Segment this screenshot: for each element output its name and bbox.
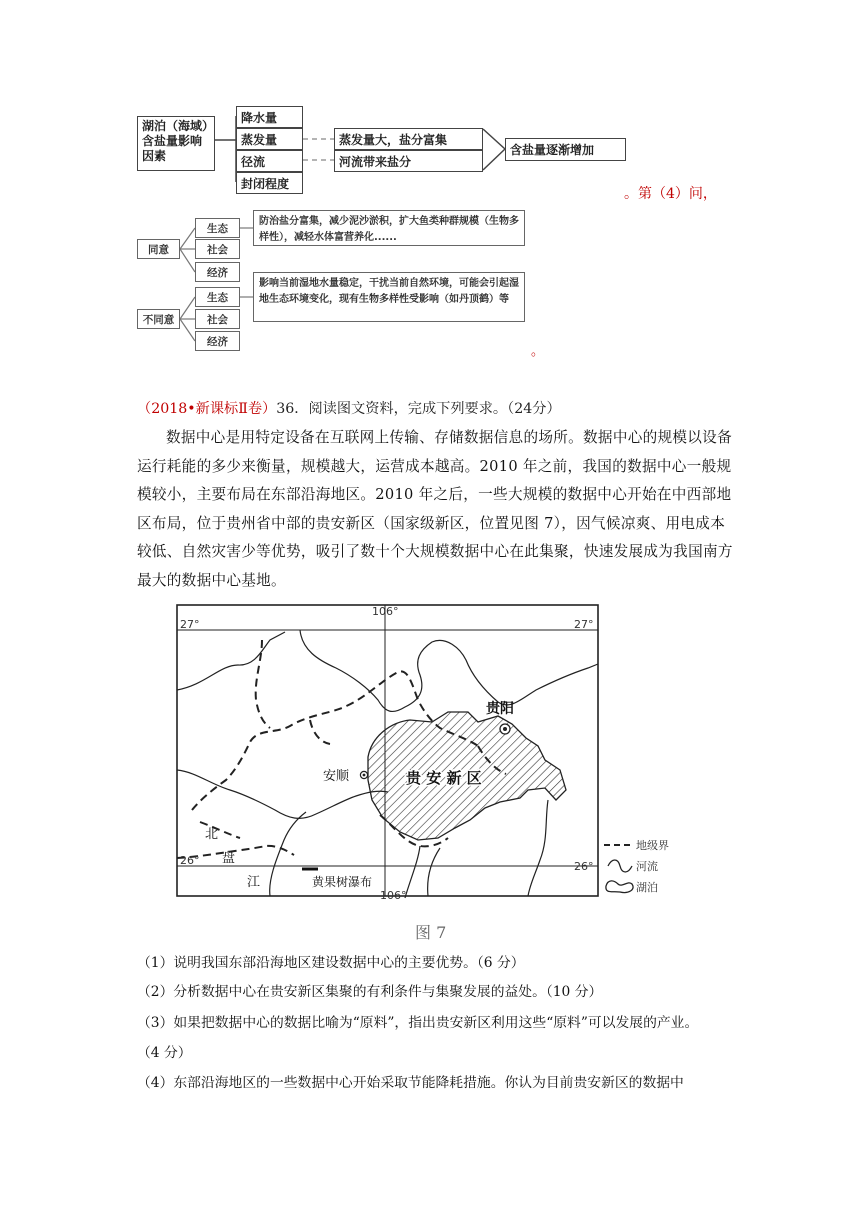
aspect-label: 社会 [207,243,228,256]
paragraph-line: 最大的数据中心基地。 [137,571,286,589]
river-label-char: 盘 [222,851,236,866]
legend-lake-label: 湖泊 [636,881,658,894]
effect-label: 蒸发量大，盐分富集 [339,132,448,147]
aspect-label: 经济 [207,266,228,279]
paragraph-line: 较低、自然灾害少等优势，吸引了数十个大规模数据中心在此集聚，快速发展成为我国南方 [137,543,733,560]
question-3 [137,1011,698,1031]
effect-label: 河流带来盐分 [339,154,412,169]
factor-label: 蒸发量 [241,132,278,147]
river [405,846,420,898]
waterfall-label: 黄果树瀑布 [312,875,373,889]
agree-note-text: 防治盐分富集，减少泥沙淤积，扩大鱼类种群规模（生物多样性），减轻水体富营养化...... [259,216,519,243]
aspect-label: 生态 [207,222,228,235]
agree-label: 同意 [148,243,169,256]
paragraph-line: 区布局，位于贵州省中部的贵安新区（国家级新区，位置见图 7），因气候凉爽、用电成本 [137,514,726,532]
disagree-label: 不同意 [142,313,175,326]
paragraph-line: 模较小，主要布局在东部沿海地区。2010 年之后，一些大规模的数据中心开始在中西部地 [137,486,732,503]
river [300,630,598,711]
guiyang-label: 贵阳 [486,701,514,717]
trailing-mark-text: 。 [531,344,545,359]
river-label-char: 北 [205,827,219,842]
legend-lake-symbol [606,881,633,893]
lon-bottom-label: 106° [380,889,407,902]
river [177,770,388,818]
question-4 [137,1071,684,1091]
lat-26-left-label: 26° [180,854,200,867]
aspect-label: 社会 [207,313,228,326]
factor-label: 径流 [241,154,266,169]
question-text: （3）如果把数据中心的数据比喻为“原料”，指出贵安新区利用这些“原料”可以发展的产业。 [137,1015,699,1031]
lat-26-right-label: 26° [574,860,594,873]
river-label-char: 江 [247,875,261,890]
river [428,848,440,896]
figure-caption [415,920,446,943]
legend-river-label: 河流 [636,860,658,873]
legend-boundary-label: 地级界 [636,839,669,852]
anshun-dot [363,774,366,777]
question-text: （4）东部沿海地区的一些数据中心开始采取节能降耗措施。你认为目前贵安新区的数据中 [137,1075,684,1091]
paragraph-line: 数据中心是用特定设备在互联网上传输、存储数据信息的场所。数据中心的规模以设备 [166,429,732,446]
disagree-note-text: 影响当前湿地水量稳定，干扰当前自然环境，可能会引起湿地生态环境变化，现有生物多样性受影响（如丹顶鹤）等 [259,278,519,305]
question-source: （2018•新课标Ⅱ卷） [137,401,277,417]
river [270,812,306,896]
lat-27-left-label: 27° [180,618,200,631]
question-text: （2）分析数据中心在贵安新区集聚的有利条件与集聚发展的益处。（10 分） [137,984,603,1000]
factor-label: 降水量 [241,110,278,125]
anshun-label: 安顺 [323,769,350,784]
factor-box-label: 湖泊（海域）含盐量影响因素 [142,119,209,163]
question-1 [137,951,525,971]
question-2 [137,980,602,1000]
prefecture-boundary [310,720,330,744]
factor-label: 封闭程度 [241,176,290,191]
lat-27-right-label: 27° [574,618,594,631]
prefecture-boundary [256,640,270,728]
lon-top-label: 106° [372,605,399,618]
aspect-label: 生态 [207,291,228,304]
question-3-score [137,1041,192,1061]
guian-label: 贵 安 新 区 [406,769,482,787]
figure-caption-text: 图 7 [415,923,447,942]
guiyang-dot [503,727,507,731]
question-text: （1）说明我国东部沿海地区建设数据中心的主要优势。（6 分） [137,955,525,971]
result-label: 含盐量逐渐增加 [510,143,595,157]
river [528,800,548,896]
aspect-label: 经济 [207,335,228,348]
inline-note-text: 。第（4）问， [624,186,717,202]
question-text: （4 分） [137,1045,192,1061]
legend-river-symbol [608,860,632,872]
question-title: 36．阅读图文资料，完成下列要求。（24分） [276,401,561,417]
river [177,632,285,690]
paragraph-line: 运行耗能的多少来衡量，规模越大，运营成本越高。2010 年之前，我国的数据中心一般规 [137,457,732,475]
